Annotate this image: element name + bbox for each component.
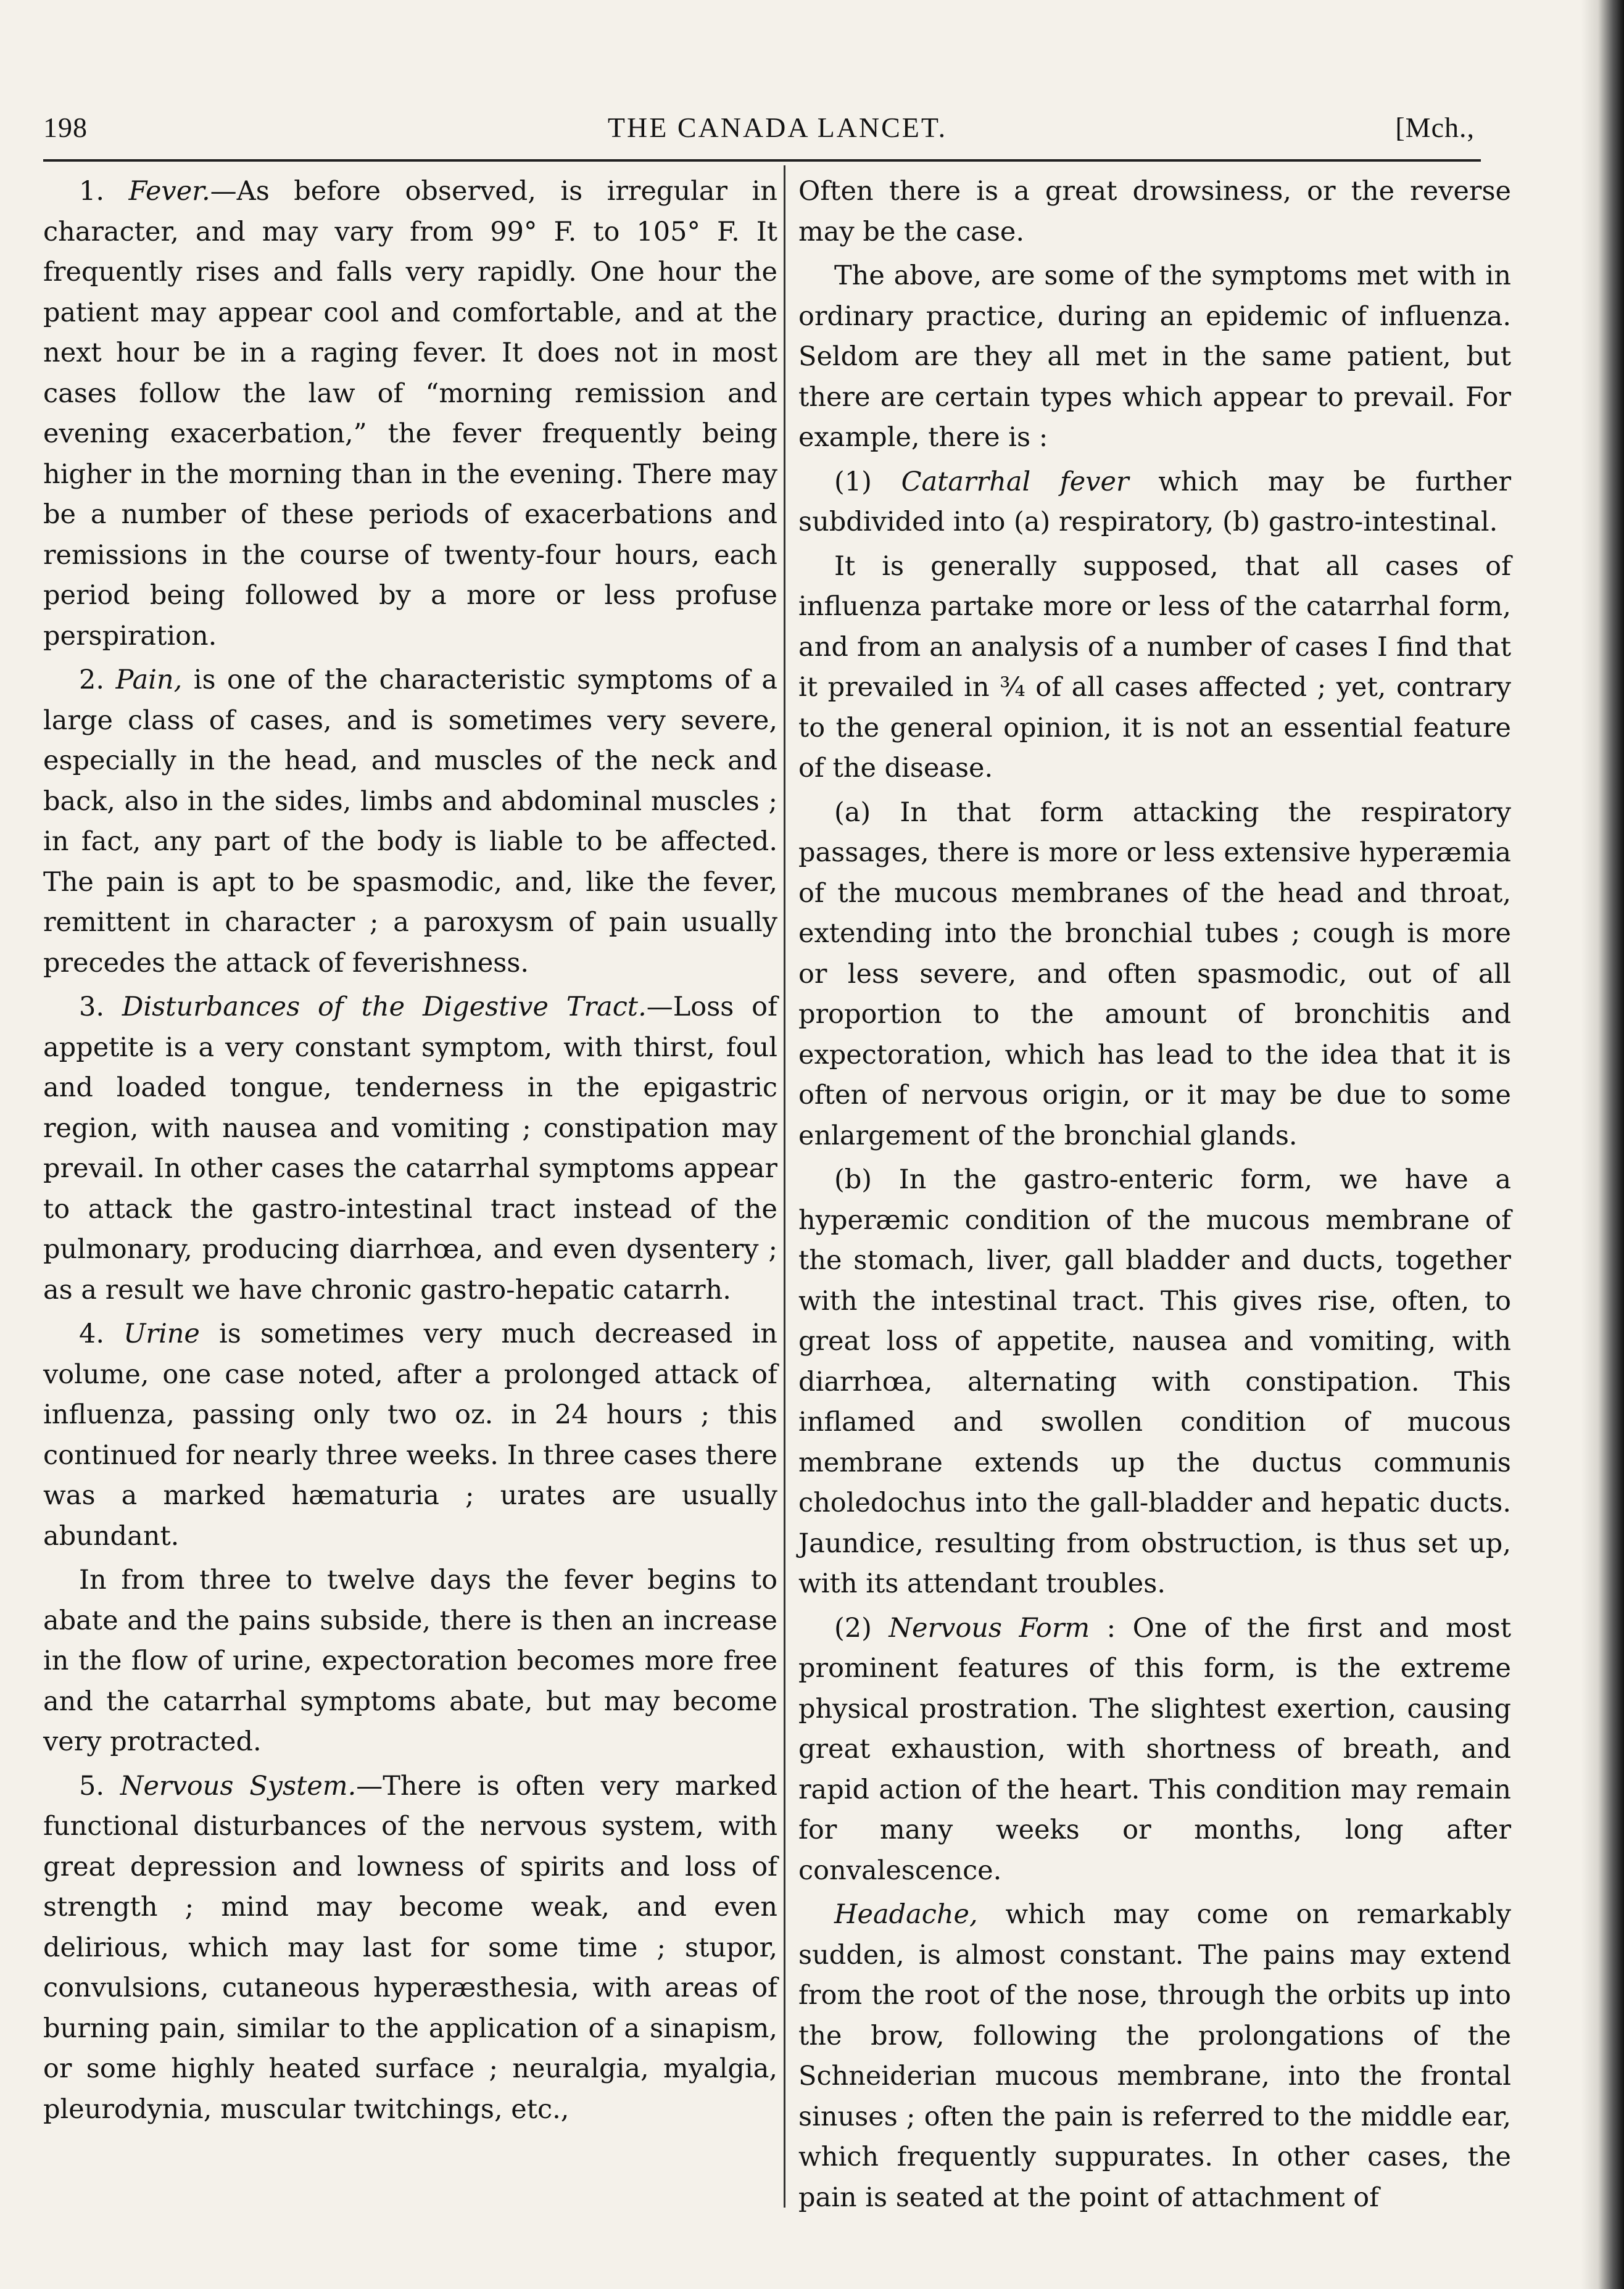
paragraph: [798, 256, 1511, 458]
paragraph-text: Often there is a great drowsiness, or the reverse may be the case.: [798, 176, 1511, 247]
item-number: 1.: [79, 176, 105, 207]
paragraph: [798, 1160, 1511, 1605]
running-head: [43, 111, 1512, 160]
paragraph-text: The above, are some of the symptoms met with in ordinary practice, during an epidemic of influenza. Seldom are they all met in the same patient, but there are certain types which appear to prevail. For example, there is :: [798, 260, 1511, 453]
issue-month: [Mch.,: [1395, 112, 1475, 143]
item-number: (b): [834, 1164, 872, 1195]
paragraph: [798, 462, 1511, 543]
paragraph: [43, 1314, 777, 1557]
paragraph-text: In that form attacking the respiratory passages, there is more or less extensive hyperæmia of the mucous membranes of the head and throat, extending into the bronchial tubes ; cough is more or less severe, and often spasmodic, out of all proportion to the amount of bronchitis and expectoration, which has lead to the idea that it is often of nervous origin, or it may be due to some enlargement of the bronchial glands.: [798, 797, 1511, 1151]
item-number: 5.: [79, 1770, 105, 1802]
paragraph-text: In the gastro-enteric form, we have a hyperæmic condition of the mucous membrane of the stomach, liver, gall bladder and ducts, together with the intestinal tract. This gives rise, often, to great loss of appetite, nausea and vomiting, with diarrhœa, alternating with constipation. This inflamed and swollen condition of mucous membrane extends up the ductus communis choledochus into the gall-bladder and hepatic ducts. Jaundice, resulting from obstruction, is thus set up, with its attendant troubles.: [798, 1164, 1511, 1599]
item-heading: Pain,: [115, 664, 183, 695]
paragraph-text: —There is often very marked functional disturbances of the nervous system, with great depression and lowness of spirits and loss of strength ; mind may become weak, and even delirious, which may last for some time ; stupor, convulsions, cutaneous hyperæsthesia, with areas of burning pain, similar to the application of a sinapism, or some highly heated surface ; neuralgia, myalgia, pleurodynia, muscular twitchings, etc.,: [43, 1770, 777, 2125]
journal-title: THE CANADA LANCET.: [607, 112, 948, 143]
item-number: (2): [834, 1612, 872, 1644]
item-heading: Nervous Form: [889, 1612, 1090, 1644]
paragraph-text: —As before observed, is irregular in character, and may vary from 99° F. to 105° F. It frequently rises and falls very rapidly. One hour the patient may appear cool and comfortable, and at the next hour be in a raging fever. It does not in most cases follow the law of “morning remission and evening exacerbation,” the fever frequently being higher in the morning than in the evening. There may be a number of these periods of exacerbations and remissions in the course of twenty-four hours, each period being followed by a more or less profuse perspiration.: [43, 176, 778, 652]
paragraph-text: : One of the first and most prominent features of this form, is the extreme physical prostration. The slightest exertion, causing great exhaustion, with shortness of breath, and rapid action of the heart. This condition may remain for many weeks or months, long after convalescence.: [798, 1612, 1512, 1886]
paragraph: [43, 660, 777, 983]
paragraph: [798, 1608, 1511, 1892]
item-heading: Catarrhal fever: [901, 466, 1129, 497]
item-number: 4.: [79, 1318, 105, 1349]
item-number: (a): [834, 797, 871, 828]
item-number: 2.: [79, 664, 105, 695]
paragraph-text: which may be further subdivided into (a) respiratory, (b) gastro-intestinal.: [798, 466, 1511, 537]
column-divider: [784, 165, 785, 2208]
page-number: 198: [43, 112, 88, 143]
left-column: [43, 172, 777, 2130]
paragraph-text: —Loss of appetite is a very constant symptom, with thirst, foul and loaded tongue, tenderness in the epigastric region, with nausea and vomiting ; constipation may prevail. In other cases the catarrhal symptoms appear to attack the gastro-intestinal tract instead of the pulmonary, producing diarrhœa, and even dysentery ; as a result we have chronic gastro-hepatic catarrh.: [43, 991, 777, 1306]
item-heading: Disturbances of the Digestive Tract.: [122, 991, 647, 1022]
paragraph: [798, 1895, 1511, 2218]
paragraph-text: In from three to twelve days the fever begins to abate and the pains subside, there is then an increase in the flow of urine, expectoration becomes more free and the catarrhal symptoms abate, but may become very protracted.: [43, 1565, 777, 1757]
paragraph-text: which may come on remarkably sudden, is almost constant. The pains may extend from the root of the nose, through the orbits up into the brow, following the prolongations of the Schneiderian mucous membrane, into the frontal sinuses ; often the pain is referred to the middle ear, which frequently suppurates. In other cases, the pain is seated at the point of attachment of: [798, 1899, 1511, 2213]
paragraph: [798, 793, 1511, 1157]
item-heading: Fever.: [128, 176, 210, 207]
paragraph: [798, 547, 1511, 789]
scan-edge-shadow: [1581, 0, 1624, 2289]
item-heading: Nervous System.: [120, 1770, 357, 1802]
paragraph: [43, 1560, 777, 1763]
item-number: 3.: [79, 991, 105, 1022]
item-heading: Urine: [123, 1318, 200, 1349]
paragraph: [43, 987, 777, 1310]
paragraph-text: is one of the characteristic symptoms of a large class of cases, and is sometimes very severe, especially in the head, and muscles of the neck and back, also in the sides, limbs and abdominal muscles ; in fact, any part of the body is liable to be affected. The pain is apt to be spasmodic, and, like the fever, remittent in character ; a paroxysm of pain usually precedes the attack of feverishness.: [43, 664, 778, 979]
right-column: [798, 172, 1511, 2218]
paragraph: [43, 172, 777, 656]
paragraph-text: is sometimes very much decreased in volume, one case noted, after a prolonged attack of influenza, passing only two oz. in 24 hours ; this continued for nearly three weeks. In three cases there was a marked hæmaturia ; urates are usually abundant.: [43, 1318, 778, 1552]
paragraph: [43, 1766, 777, 2130]
item-heading: Headache,: [834, 1899, 978, 1930]
item-number: (1): [834, 466, 872, 497]
header-rule: [43, 159, 1481, 162]
paragraph-text: It is generally supposed, that all cases of influenza partake more or less of the catarrhal form, and from an analysis of a number of cases I find that it prevailed in ¾ of all cases affected ; yet, contrary to the general opinion, it is not an essential feature of the disease.: [798, 550, 1511, 784]
journal-page: [43, 93, 1512, 2252]
paragraph: [798, 172, 1511, 252]
